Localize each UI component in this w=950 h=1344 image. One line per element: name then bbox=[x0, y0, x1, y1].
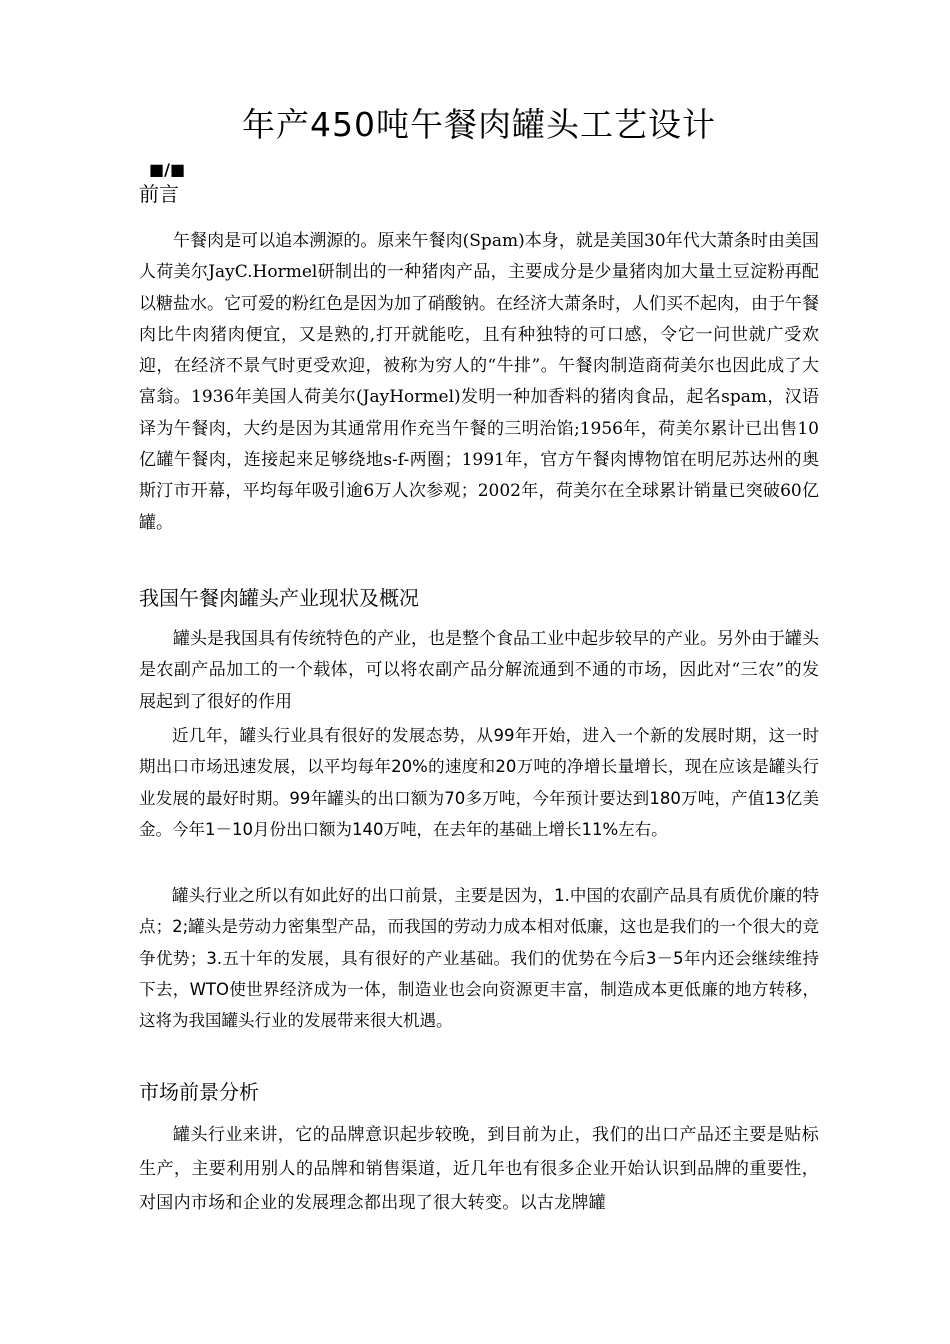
section-heading-industry-status: 我国午餐肉罐头产业现状及概况 bbox=[139, 586, 419, 610]
paragraph-industry-1: 罐头是我国具有传统特色的产业，也是整个食品工业中起步较早的产业。另外由于罐头是农副产品加工的一个载体，可以将农副产品分解流通到不通的市场，因此对“三农”的发展起到了很好的作用 bbox=[139, 629, 819, 712]
section-heading-preface: 前言 bbox=[139, 182, 179, 206]
document-title: 年产450吨午餐肉罐头工艺设计 bbox=[242, 105, 716, 144]
paragraph-industry-3: 罐头行业之所以有如此好的出口前景，主要是因为，1.中国的农副产品具有质优价廉的特点；2;罐头是劳动力密集型产品，而我国的劳动力成本相对低廉，这也是我们的一个很大的竞争优势；3.五十年的发展，具有很好的产业基础。我们的优势在今后3－5年内还会继续维持下去，WTO使世界经济成为一体，制造业也会向资源更丰富，制造成本更低廉的地方转移，这将为我国罐头行业的发展带来很大机遇。 bbox=[139, 886, 819, 1031]
paragraph-preface: 午餐肉是可以追本溯源的。原来午餐肉(Spam)本身，就是美国30年代大萧条时由美国人荷美尔JayC.Hormel研制出的一种猪肉产品，主要成分是少量猪肉加大量土豆淀粉再配以糖盐水。它可爱的粉红色是因为加了硝酸钠。在经济大萧条时，人们买不起肉，由于午餐肉比牛肉猪肉便宜，又是熟的,打开就能吃，且有种独特的可口感，令它一问世就广受欢迎，在经济不景气时更受欢迎，被称为穷人的“牛排”。午餐肉制造商荷美尔也因此成了大富翁。1936年美国人荷美尔(JayHormel)发明一种加香料的猪肉食品，起名spam，汉语译为午餐肉，大约是因为其通常用作充当午餐的三明治馅;1956年，荷美尔累计已出售10亿罐午餐肉，连接起来足够绕地s-f-两圈；1991年，官方午餐肉博物馆在明尼苏达州的奥斯汀市开幕，平均每年吸引逾6万人次参观；2002年，荷美尔在全球累计销量已突破60亿罐。 bbox=[139, 231, 819, 533]
section-heading-market-outlook: 市场前景分析 bbox=[139, 1080, 259, 1104]
title-marks: ■/■ bbox=[149, 160, 186, 179]
paragraph-market-outlook: 罐头行业来讲，它的品牌意识起步较晚，到目前为止，我们的出口产品还主要是贴标生产，主要利用别人的品牌和销售渠道，近几年也有很多企业开始认识到品牌的重要性，对国内市场和企业的发展理念都出现了很大转变。以古龙牌罐 bbox=[139, 1125, 819, 1213]
paragraph-industry-2: 近几年，罐头行业具有很好的发展态势，从99年开始，进入一个新的发展时期，这一时期出口市场迅速发展，以平均每年20%的速度和20万吨的净增长量增长，现在应该是罐头行业发展的最好时期。99年罐头的出口额为70多万吨，今年预计要达到180万吨，产值13亿美金。今年1－10月份出口额为140万吨，在去年的基础上增长11%左右。 bbox=[139, 726, 819, 839]
